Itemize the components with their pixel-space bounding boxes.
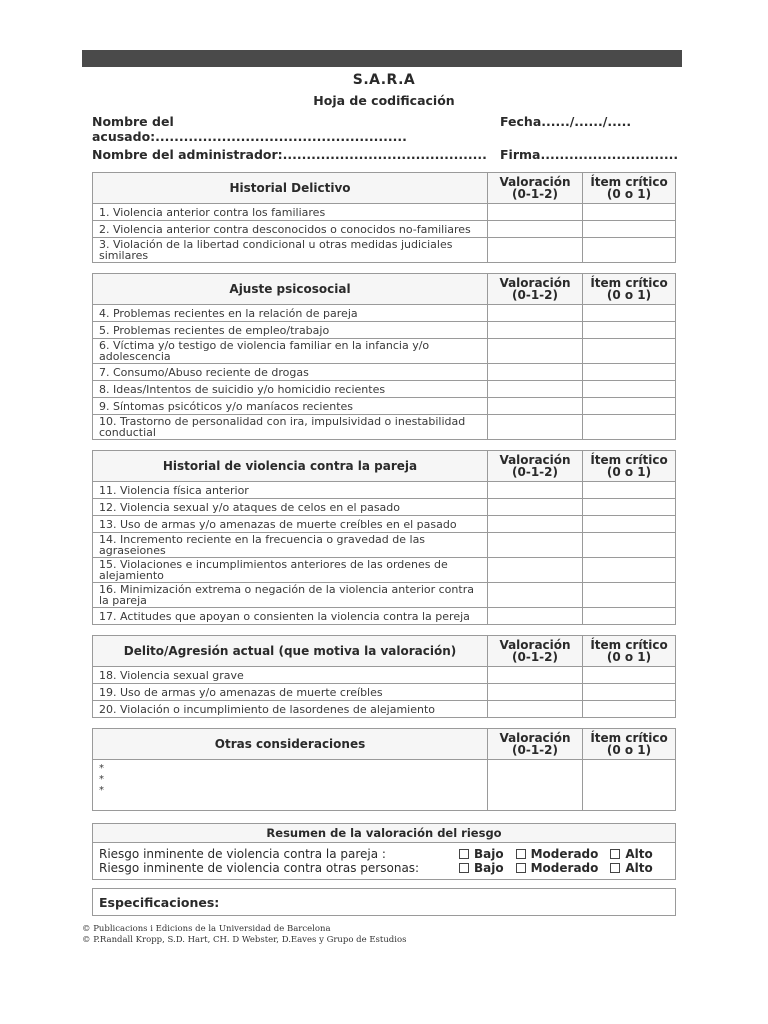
item-label: 1. Violencia anterior contra los familiares [93,204,488,221]
specifications-box[interactable]: Especificaciones: [92,888,676,916]
critical-item-cell[interactable] [583,667,676,684]
critical-item-cell[interactable] [583,760,676,811]
summary-title: Resumen de la valoración del riesgo [93,824,675,843]
item-row [93,516,676,533]
valoracion-cell[interactable] [488,322,583,339]
valoracion-cell[interactable] [488,608,583,625]
critical-item-cell[interactable] [583,516,676,533]
item-row [93,667,676,684]
critical-item-header: Ítem crítico (0 o 1) [583,173,676,204]
form-title: S.A.R.A [352,72,416,88]
item-label: 3. Violación de la libertad condicional u otras medidas judiciales similares [93,238,488,263]
valoracion-header: Valoración (0-1-2) [488,173,583,204]
valoracion-cell[interactable] [488,583,583,608]
option-alto[interactable]: Alto [610,847,652,861]
item-label: 4. Problemas recientes en la relación de pareja [93,305,488,322]
section-table [92,635,676,718]
critical-item-cell[interactable] [583,533,676,558]
section-otras [92,728,676,811]
critical-item-cell[interactable] [583,381,676,398]
checkbox-icon [610,863,620,873]
item-row [93,701,676,718]
item-label: 18. Violencia sexual grave [93,667,488,684]
item-label: 10. Trastorno de personalidad con ira, impulsividad o inestabilidad conductial [93,415,488,440]
valoracion-cell[interactable] [488,415,583,440]
valoracion-cell[interactable] [488,701,583,718]
accused-name-field: Nombre del acusado:..................................................... [92,114,407,144]
valoracion-cell[interactable] [488,516,583,533]
critical-item-cell[interactable] [583,499,676,516]
checkbox-icon [459,849,469,859]
item-row [93,482,676,499]
item-label: 6. Víctima y/o testigo de violencia familiar en la infancia y/o adolescencia [93,339,488,364]
item-row [93,533,676,558]
critical-item-cell[interactable] [583,204,676,221]
section-title: Historial de violencia contra la pareja [93,451,488,482]
critical-item-cell[interactable] [583,398,676,415]
item-row [93,322,676,339]
critical-item-header: Ítem crítico (0 o 1) [583,274,676,305]
otras-notes: * * * [93,760,488,811]
section-title: Historial Delictivo [93,173,488,204]
critical-item-cell[interactable] [583,583,676,608]
item-label: 8. Ideas/Intentos de suicidio y/o homicidio recientes [93,381,488,398]
item-row [93,415,676,440]
option-alto[interactable]: Alto [610,861,652,875]
valoracion-cell[interactable] [488,221,583,238]
section-title: Ajuste psicosocial [93,274,488,305]
checkbox-icon [459,863,469,873]
item-label: 12. Violencia sexual y/o ataques de celos en el pasado [93,499,488,516]
date-field: Fecha....../....../..... [500,114,632,129]
item-label: 15. Violaciones e incumplimientos anteriores de las ordenes de alejamiento [93,558,488,583]
critical-item-header: Ítem crítico (0 o 1) [583,729,676,760]
critical-item-cell[interactable] [583,364,676,381]
item-row [93,204,676,221]
section-table [92,172,676,263]
risk-summary [92,823,676,880]
item-row [93,608,676,625]
valoracion-cell[interactable] [488,364,583,381]
valoracion-cell[interactable] [488,684,583,701]
item-row [93,499,676,516]
valoracion-header: Valoración (0-1-2) [488,729,583,760]
item-row [93,221,676,238]
item-row [93,558,676,583]
valoracion-cell[interactable] [488,558,583,583]
checkbox-icon [610,849,620,859]
critical-item-cell[interactable] [583,305,676,322]
valoracion-cell[interactable] [488,760,583,811]
item-label: 16. Minimización extrema o negación de la violencia anterior contra la pareja [93,583,488,608]
critical-item-header: Ítem crítico (0 o 1) [583,451,676,482]
critical-item-cell[interactable] [583,322,676,339]
valoracion-cell[interactable] [488,482,583,499]
summary-row-others: Riesgo inminente de violencia contra otras personas: Bajo Moderado Alto [99,861,653,875]
item-row [93,238,676,263]
valoracion-cell[interactable] [488,204,583,221]
summary-row-partner: Riesgo inminente de violencia contra la pareja : Bajo Moderado Alto [99,847,653,861]
critical-item-cell[interactable] [583,415,676,440]
critical-item-cell[interactable] [583,608,676,625]
item-label: 11. Violencia física anterior [93,482,488,499]
item-label: 7. Consumo/Abuso reciente de drogas [93,364,488,381]
valoracion-cell[interactable] [488,499,583,516]
critical-item-cell[interactable] [583,339,676,364]
item-label: 9. Síntomas psicóticos y/o maníacos recientes [93,398,488,415]
valoracion-cell[interactable] [488,533,583,558]
critical-item-cell[interactable] [583,701,676,718]
option-bajo[interactable]: Bajo [459,861,504,875]
valoracion-header: Valoración (0-1-2) [488,636,583,667]
item-label: 19. Uso de armas y/o amenazas de muerte creíbles [93,684,488,701]
valoracion-cell[interactable] [488,398,583,415]
item-row [93,305,676,322]
checkbox-icon [516,863,526,873]
form-subtitle: Hoja de codificación [313,93,455,108]
coding-sheet [82,70,679,946]
item-row [93,398,676,415]
valoracion-cell[interactable] [488,667,583,684]
top-dark-bar [82,50,682,67]
item-row [93,583,676,608]
item-label: 13. Uso de armas y/o amenazas de muerte creíbles en el pasado [93,516,488,533]
valoracion-header: Valoración (0-1-2) [488,274,583,305]
critical-item-cell[interactable] [583,238,676,263]
item-label: 17. Actitudes que apoyan o consienten la violencia contra la pereja [93,608,488,625]
critical-item-cell[interactable] [583,684,676,701]
item-label: 2. Violencia anterior contra desconocidos o conocidos no-familiares [93,221,488,238]
copyright-footer: © Publicacions i Edicions de la Universidad de Barcelona © P.Randall Kropp, S.D. Hart, CH. D Webster, D.Eaves y Grupo de Estudios [82,924,407,945]
item-row [93,364,676,381]
meta-row-1 [92,114,676,144]
section-table [92,450,676,625]
checkbox-icon [516,849,526,859]
critical-item-cell[interactable] [583,221,676,238]
item-row [93,381,676,398]
item-label: 5. Problemas recientes de empleo/trabajo [93,322,488,339]
section-table [92,273,676,440]
option-bajo[interactable]: Bajo [459,847,504,861]
critical-item-header: Ítem crítico (0 o 1) [583,636,676,667]
section-title: Delito/Agresión actual (que motiva la valoración) [93,636,488,667]
option-moderado[interactable]: Moderado [516,861,599,875]
administrator-name-field: Nombre del administrador:........................................... [92,147,487,162]
signature-field: Firma............................. [500,147,679,162]
meta-row-2 [92,147,679,162]
valoracion-cell[interactable] [488,381,583,398]
critical-item-cell[interactable] [583,482,676,499]
valoracion-header: Valoración (0-1-2) [488,451,583,482]
critical-item-cell[interactable] [583,558,676,583]
option-moderado[interactable]: Moderado [516,847,599,861]
sections-container [92,172,676,718]
section-title: Otras consideraciones [93,729,488,760]
valoracion-cell[interactable] [488,238,583,263]
valoracion-cell[interactable] [488,339,583,364]
item-row [93,339,676,364]
item-label: 20. Violación o incumplimiento de lasordenes de alejamiento [93,701,488,718]
valoracion-cell[interactable] [488,305,583,322]
item-row [93,684,676,701]
item-label: 14. Incremento reciente en la frecuencia o gravedad de las agraseiones [93,533,488,558]
